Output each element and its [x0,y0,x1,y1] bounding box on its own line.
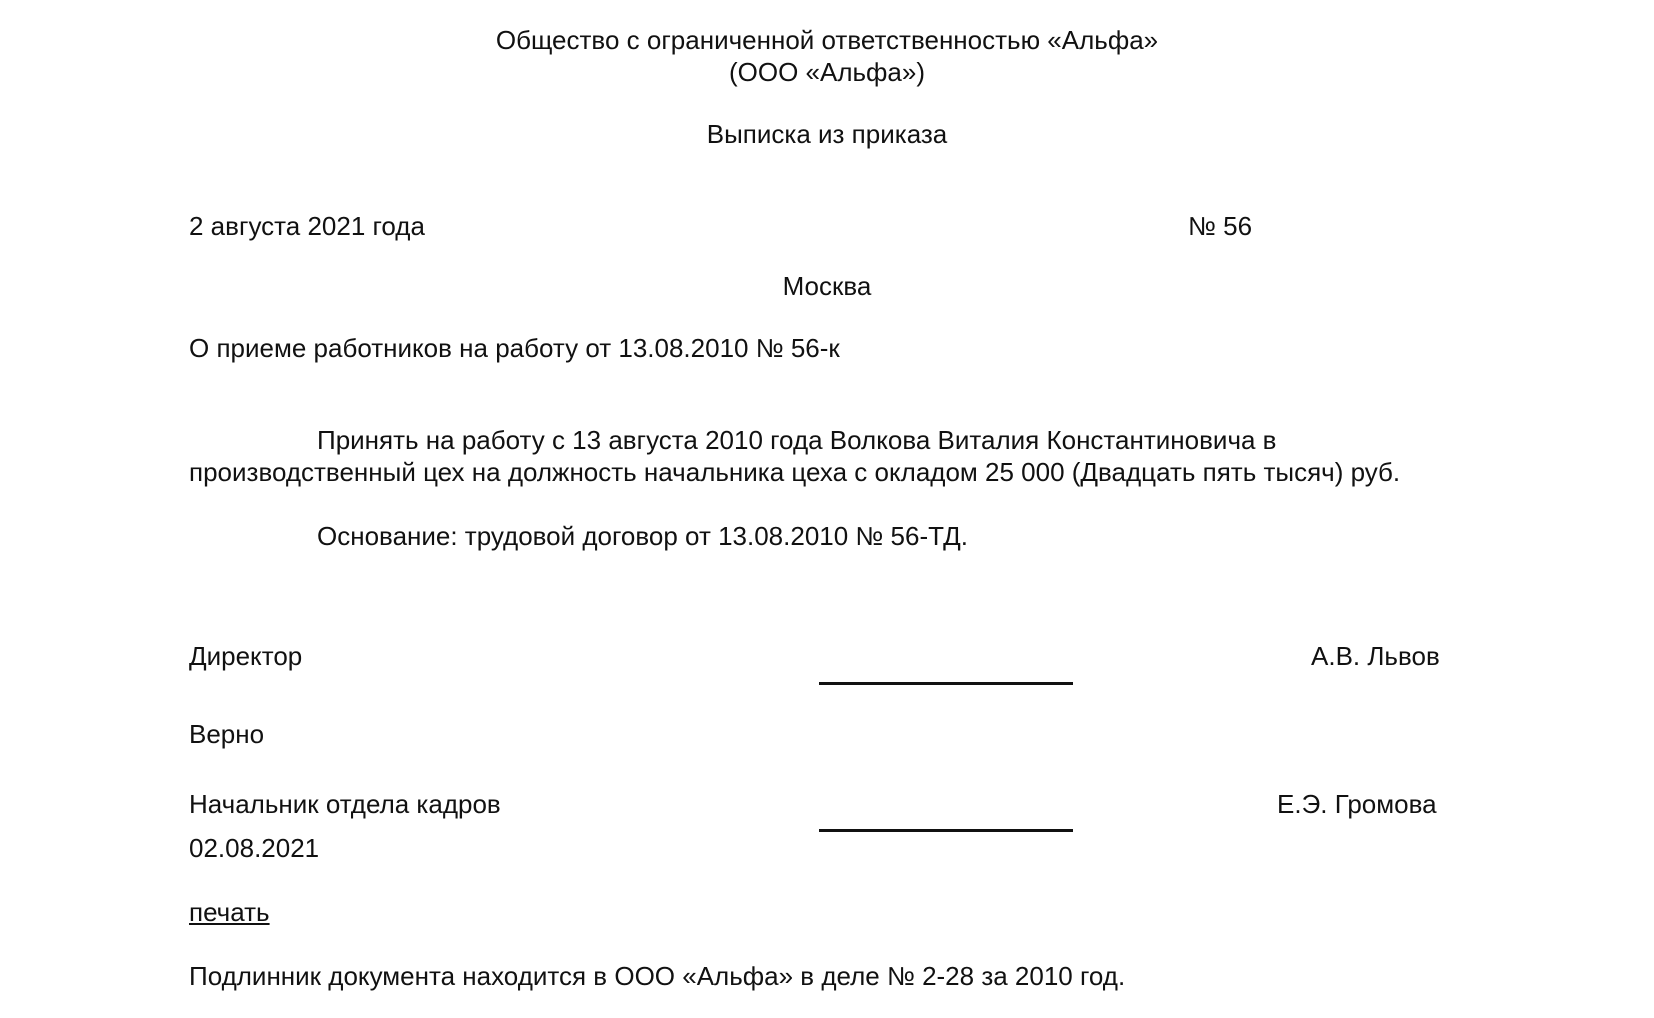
order-paragraph-basis: Основание: трудовой договор от 13.08.2010 № 56-ТД. [317,521,968,551]
order-number: № 56 [1188,211,1253,241]
hr-signature-line [819,829,1073,832]
director-name: А.В. Львов [1311,641,1440,671]
hr-head-name: Е.Э. Громова [1277,789,1437,819]
original-location-note: Подлинник документа находится в ООО «Альфа» в деле № 2-28 за 2010 год. [189,961,1126,991]
document-title: Выписка из приказа [706,119,948,149]
director-signature-line [819,682,1073,685]
hr-head-title: Начальник отдела кадров [189,789,501,819]
order-city: Москва [782,271,872,301]
director-title: Директор [189,641,303,671]
stamp-label: печать [189,897,270,927]
organization-full-name: Общество с ограниченной ответственностью «Альфа» [495,25,1159,55]
hr-signature-date: 02.08.2021 [189,833,320,863]
order-subject: О приеме работников на работу от 13.08.2010 № 56-к [189,333,840,363]
order-date: 2 августа 2021 года [189,211,425,241]
organization-short-name: (ООО «Альфа») [728,57,926,87]
verified-label: Верно [189,719,265,749]
order-paragraph-hiring: Принять на работу с 13 августа 2010 года Волкова Виталия Константиновича в производственный цех на должность начальника цеха с окладом 25 000 (Двадцать пять тысяч) руб. [189,425,1401,487]
